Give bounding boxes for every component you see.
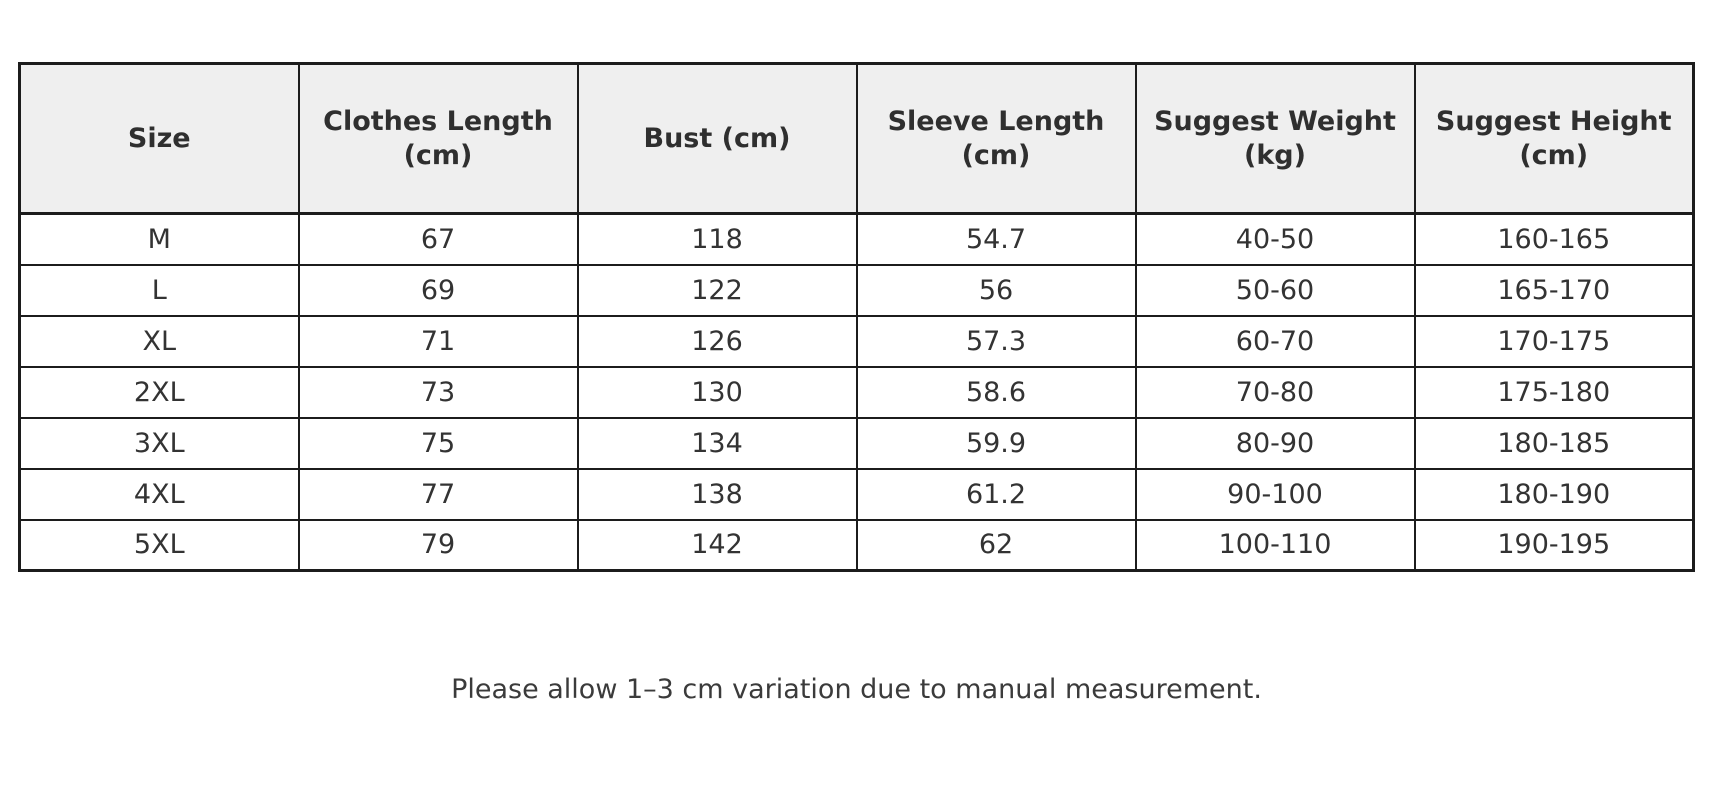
- cell-suggest-height: 170-175: [1415, 316, 1694, 367]
- cell-clothes-length: 67: [299, 214, 578, 265]
- cell-suggest-weight: 40-50: [1136, 214, 1415, 265]
- column-header-label-unit: (cm): [403, 139, 473, 171]
- cell-sleeve-length: 57.3: [857, 316, 1136, 367]
- cell-bust: 126: [578, 316, 857, 367]
- column-header-label: Bust (cm): [643, 122, 791, 154]
- column-header-suggest-height: [1415, 64, 1694, 214]
- cell-sleeve-length: 62: [857, 520, 1136, 571]
- cell-suggest-height: 180-185: [1415, 418, 1694, 469]
- table-row-5xl: [20, 520, 1694, 571]
- header-row: [20, 64, 1694, 214]
- column-header-label-unit: (cm): [961, 139, 1031, 171]
- cell-suggest-weight: 90-100: [1136, 469, 1415, 520]
- cell-bust: 138: [578, 469, 857, 520]
- table-row-4xl: [20, 469, 1694, 520]
- column-header-sleeve-length: [857, 64, 1136, 214]
- column-header-label: Suggest Height: [1435, 105, 1672, 137]
- cell-clothes-length: 79: [299, 520, 578, 571]
- table-row-l: [20, 265, 1694, 316]
- cell-suggest-weight: 100-110: [1136, 520, 1415, 571]
- table-row-xl: [20, 316, 1694, 367]
- cell-bust: 122: [578, 265, 857, 316]
- size-chart-table: [18, 62, 1695, 572]
- cell-suggest-weight: 80-90: [1136, 418, 1415, 469]
- cell-size: XL: [20, 316, 299, 367]
- cell-suggest-weight: 50-60: [1136, 265, 1415, 316]
- cell-size: 2XL: [20, 367, 299, 418]
- cell-clothes-length: 75: [299, 418, 578, 469]
- measurement-note: Please allow 1–3 cm variation due to manual measurement.: [451, 674, 1262, 705]
- cell-sleeve-length: 61.2: [857, 469, 1136, 520]
- size-chart-container: [18, 62, 1695, 572]
- cell-suggest-height: 160-165: [1415, 214, 1694, 265]
- cell-sleeve-length: 58.6: [857, 367, 1136, 418]
- column-header-clothes-length: [299, 64, 578, 214]
- cell-sleeve-length: 56: [857, 265, 1136, 316]
- table-row-2xl: [20, 367, 1694, 418]
- cell-size: 4XL: [20, 469, 299, 520]
- cell-suggest-weight: 60-70: [1136, 316, 1415, 367]
- column-header-label-unit: (kg): [1244, 139, 1306, 171]
- cell-bust: 118: [578, 214, 857, 265]
- cell-clothes-length: 69: [299, 265, 578, 316]
- cell-bust: 142: [578, 520, 857, 571]
- cell-clothes-length: 77: [299, 469, 578, 520]
- cell-bust: 134: [578, 418, 857, 469]
- cell-suggest-height: 180-190: [1415, 469, 1694, 520]
- column-header-label: Suggest Weight: [1154, 105, 1396, 137]
- cell-suggest-weight: 70-80: [1136, 367, 1415, 418]
- column-header-size: [20, 64, 299, 214]
- cell-sleeve-length: 59.9: [857, 418, 1136, 469]
- column-header-label: Clothes Length: [323, 105, 553, 137]
- cell-suggest-height: 175-180: [1415, 367, 1694, 418]
- column-header-label: Sleeve Length: [887, 105, 1105, 137]
- cell-clothes-length: 71: [299, 316, 578, 367]
- table-row-m: [20, 214, 1694, 265]
- column-header-label: Size: [127, 122, 191, 154]
- cell-size: 3XL: [20, 418, 299, 469]
- cell-suggest-height: 165-170: [1415, 265, 1694, 316]
- cell-sleeve-length: 54.7: [857, 214, 1136, 265]
- column-header-bust: [578, 64, 857, 214]
- table-row-3xl: [20, 418, 1694, 469]
- cell-bust: 130: [578, 367, 857, 418]
- column-header-label-unit: (cm): [1519, 139, 1589, 171]
- cell-size: L: [20, 265, 299, 316]
- cell-size: M: [20, 214, 299, 265]
- cell-suggest-height: 190-195: [1415, 520, 1694, 571]
- column-header-suggest-weight: [1136, 64, 1415, 214]
- cell-size: 5XL: [20, 520, 299, 571]
- cell-clothes-length: 73: [299, 367, 578, 418]
